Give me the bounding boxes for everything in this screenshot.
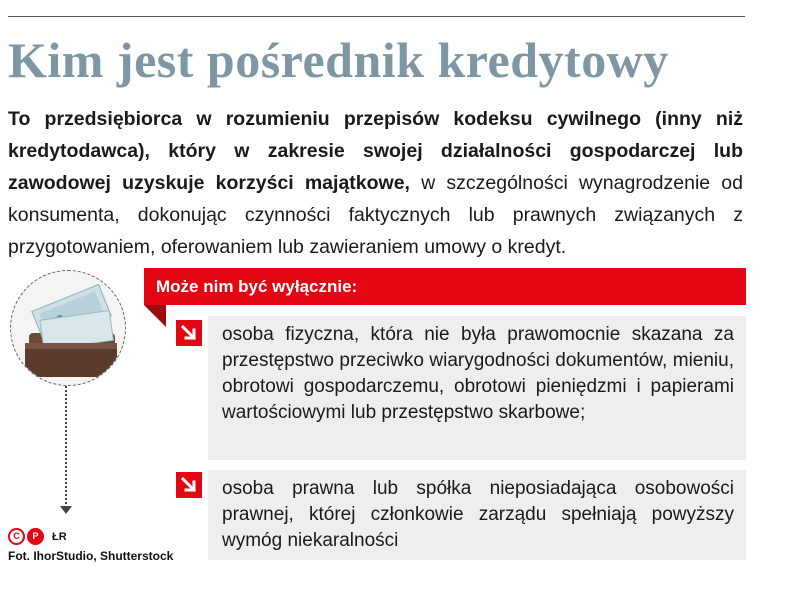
credit-block <box>8 528 208 564</box>
wallet-banknote-illustration <box>11 271 125 385</box>
lead-regular-text: w szczególności wynagrodzenie od konsumenta, dokonując czynności faktycznych lub prawnych związanych z przygotowaniem, oferowaniem lub zawieraniem umowy o kredyt. <box>8 172 743 258</box>
wallet-photo <box>10 270 126 386</box>
author-initials: ŁR <box>52 530 67 543</box>
bullet-arrow-icon <box>176 320 202 346</box>
dotted-connector-line <box>65 386 67 508</box>
requirement-item <box>208 470 746 560</box>
publisher-logo-icon: P <box>27 528 44 545</box>
copyright-logo-icon: C <box>8 528 25 545</box>
requirement-text: osoba prawna lub spółka nieposiadająca osobowości prawnej, której członkowie zarządu spełniają powyższy wymóg niekaralności <box>222 478 734 551</box>
requirements-banner <box>144 268 746 305</box>
article-title: Kim jest pośrednik kredytowy <box>8 32 669 88</box>
banner-label: Może nim być wyłącznie: <box>156 277 358 296</box>
photo-credit: Fot. IhorStudio, Shutterstock <box>8 549 174 563</box>
lead-bold-text: To przedsiębiorca w rozumieniu przepisów kodeksu cywilnego (inny niż kredytodawca), który w zakresie swojej działalności gospodarczej lub zawodowej uzyskuje korzyści majątkowe, <box>8 108 743 194</box>
requirement-item <box>208 316 746 460</box>
banner-fold <box>144 305 166 327</box>
top-rule <box>8 16 745 17</box>
lead-paragraph <box>8 103 743 263</box>
requirement-text: osoba fizyczna, która nie była prawomocnie skazana za przestępstwo przeciwko wiarygodności dokumentów, mieniu, obrotowi gospodarczemu, obrotowi pieniędzmi i papierami wartościowymi lub przestępstwo skarbowe; <box>222 324 734 423</box>
bullet-arrow-icon <box>176 472 202 498</box>
credit-logos <box>8 528 208 545</box>
connector-arrow-icon <box>60 506 72 514</box>
